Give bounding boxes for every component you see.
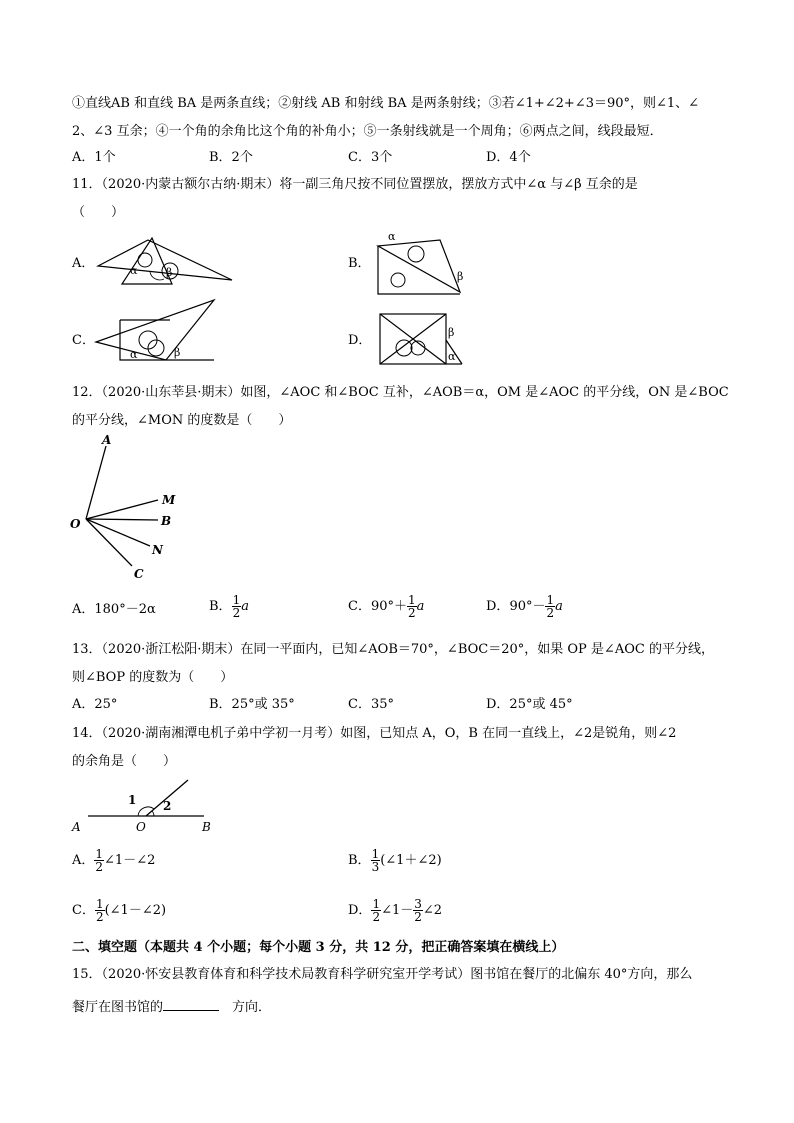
q14-option-c[interactable]: C． $\frac{1}{2}$ (∠1－∠2) bbox=[72, 897, 167, 924]
q14-option-a-fraction: $\frac{1}{2}$ bbox=[95, 847, 104, 874]
q10-statement-line2: 2、∠3 互余；④一个角的余角比这个角的补角小；⑤一条射线就是一个周角；⑥两点之间，线段最短． bbox=[72, 124, 663, 139]
q13-question-line1: 13．（2020·浙江松阳·期末）在同一平面内，已知∠AOB＝70°，∠BOC＝20°，如果 OP 是∠AOC 的平分线， bbox=[72, 642, 714, 657]
q11-option-d-label[interactable]: D． bbox=[348, 333, 372, 348]
q12-question-line1: 12．（2020·山东莘县·期末）如图，∠AOC 和∠BOC 互补，∠AOB＝α，OM 是∠AOC 的平分线，ON 是∠BOC bbox=[72, 385, 729, 400]
q11-a-beta: β bbox=[166, 266, 173, 279]
q14-question-line2: 的余角是（ ） bbox=[72, 754, 177, 769]
q10-option-d[interactable]: D．4个 bbox=[486, 150, 531, 165]
q15-question-line1: 15．（2020·怀安县教育体育和科学技术局教育科学研究室开学考试）图书馆在餐厅的北偏东 40°方向，那么 bbox=[72, 967, 693, 982]
q11-figure-d bbox=[372, 306, 468, 368]
q13-question-line2: 则∠BOP 的度数为（ ） bbox=[72, 670, 234, 685]
q14-option-d-fraction-1: $\frac{1}{2}$ bbox=[372, 897, 381, 924]
q15-question-line2: 餐厅在图书馆的 方向． bbox=[72, 1000, 272, 1015]
q14-option-c-fraction: $\frac{1}{2}$ bbox=[95, 897, 104, 924]
q12-option-c-prefix: C． bbox=[348, 599, 371, 614]
q12-label-n: N bbox=[152, 543, 163, 557]
q11-question-line2: （ ） bbox=[72, 205, 125, 220]
q11-figure-a bbox=[90, 234, 240, 290]
q13-option-b[interactable]: B．25°或 35° bbox=[209, 697, 295, 712]
q13-option-d[interactable]: D．25°或 45° bbox=[486, 697, 573, 712]
q10-option-c[interactable]: C．3个 bbox=[348, 150, 393, 165]
q12-label-c: C bbox=[134, 567, 144, 581]
q10-option-b[interactable]: B．2个 bbox=[209, 150, 253, 165]
q12-option-a[interactable]: A．180°－2α bbox=[72, 602, 156, 617]
q14-label-o: O bbox=[136, 820, 146, 834]
q11-figure-c bbox=[92, 296, 228, 366]
q14-label-1: 1 bbox=[128, 793, 137, 807]
q11-option-a-label[interactable]: A． bbox=[72, 256, 95, 271]
q12-label-m: M bbox=[162, 493, 176, 507]
q14-question-line1: 14．（2020·湖南湘潭电机子弟中学初一月考）如图，已知点 A，O，B 在同一直线上，∠2是锐角，则∠2 bbox=[72, 726, 677, 741]
q12-label-a: A bbox=[102, 433, 112, 447]
q15-answer-blank[interactable] bbox=[163, 998, 219, 1011]
q11-option-b-label[interactable]: B． bbox=[348, 256, 371, 271]
q14-option-b[interactable]: B． $\frac{1}{3}$ (∠1＋∠2) bbox=[348, 847, 442, 874]
q12-figure bbox=[64, 432, 184, 584]
q12-option-b[interactable]: B． $\frac{1}{2}$ a bbox=[209, 593, 249, 620]
q11-b-alpha: α bbox=[388, 230, 396, 243]
q12-option-b-fraction: $\frac{1}{2}$ bbox=[232, 593, 241, 620]
q12-question-line2: 的平分线，∠MON 的度数是（ ） bbox=[72, 413, 292, 428]
q11-option-c-label[interactable]: C． bbox=[72, 333, 95, 348]
q13-option-a[interactable]: A．25° bbox=[72, 697, 118, 712]
q13-option-c[interactable]: C．35° bbox=[348, 697, 394, 712]
q11-b-beta: β bbox=[457, 270, 464, 283]
q12-option-d-fraction: $\frac{1}{2}$ bbox=[546, 593, 555, 620]
q14-label-a: A bbox=[72, 820, 81, 834]
q11-c-beta: β bbox=[174, 346, 181, 359]
q14-figure bbox=[66, 776, 226, 836]
q10-statement-line1: ①直线AB 和直线 BA 是两条直线；②射线 AB 和射线 BA 是两条射线；③若∠1+∠2+∠3＝90°，则∠1、∠ bbox=[72, 96, 700, 111]
q14-label-b: B bbox=[202, 820, 211, 834]
q12-label-b: B bbox=[161, 514, 172, 528]
q14-option-b-fraction: $\frac{1}{3}$ bbox=[371, 847, 380, 874]
q11-figure-b bbox=[372, 228, 472, 296]
q14-label-2: 2 bbox=[163, 799, 172, 813]
q10-option-a[interactable]: A．1个 bbox=[72, 150, 116, 165]
q11-d-beta: β bbox=[448, 326, 455, 339]
q14-option-d-fraction-2: $\frac{3}{2}$ bbox=[414, 897, 422, 924]
q12-option-c[interactable]: C．90°＋ $\frac{1}{2}$ a bbox=[348, 593, 425, 620]
q12-option-d[interactable]: D．90°－ $\frac{1}{2}$ a bbox=[486, 593, 563, 620]
q12-option-d-prefix: D． bbox=[486, 599, 510, 614]
q12-label-o: O bbox=[70, 517, 81, 531]
q14-option-a[interactable]: A． $\frac{1}{2}$ ∠1－∠2 bbox=[72, 847, 156, 874]
q12-option-c-fraction: $\frac{1}{2}$ bbox=[408, 593, 416, 620]
section-2-heading: 二、填空题（本题共 4 个小题；每个小题 3 分，共 12 分，把正确答案填在横线上） bbox=[72, 940, 565, 955]
q11-c-alpha: α bbox=[130, 348, 138, 361]
q11-a-alpha: α bbox=[130, 264, 138, 277]
q11-d-alpha: α bbox=[448, 350, 456, 363]
q11-question-line1: 11．（2020·内蒙古额尔古纳·期末）将一副三角尺按不同位置摆放，摆放方式中∠α 与∠β 互余的是 bbox=[72, 177, 638, 192]
q12-option-b-prefix: B． bbox=[209, 599, 232, 614]
q14-option-d[interactable]: D． $\frac{1}{2}$ ∠1－ $\frac{3}{2}$ ∠2 bbox=[348, 897, 443, 924]
